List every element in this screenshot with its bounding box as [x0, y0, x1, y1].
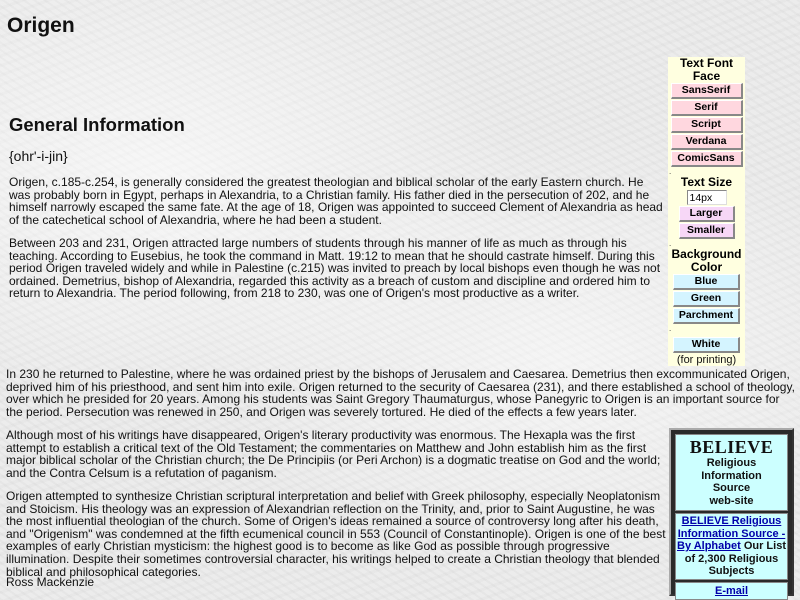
- font-verdana-button[interactable]: Verdana: [671, 134, 743, 150]
- font-face-heading: Text Font Face: [679, 56, 734, 83]
- bg-blue-button[interactable]: Blue: [673, 274, 740, 290]
- font-script-button[interactable]: Script: [671, 117, 743, 133]
- section-title: General Information: [9, 114, 185, 135]
- separator-dot: .: [669, 324, 672, 333]
- author-name: Ross Mackenzie: [6, 575, 95, 589]
- background-color-heading: [668, 248, 745, 274]
- believe-alphabet-link[interactable]: BELIEVE Religious Information Source - By Alphabet: [677, 515, 786, 552]
- article-paragraph: Between 203 and 231, Origen attracted large numbers of students through his manner of life as much as through his teaching. According to Eusebius, he took the command in Matt. 19:12 to mean that he should castrate himself. During this period Origen traveled widely and while in Palestine (c.215) was invited to preach by local bishops even though he was not ordained. Demetrius, bishop of Alexandria, regarded this activity as a breach of custom and discipline and ordered him to return to Alexandria. The period following, from 218 to 230, was one of Origen's most productive as a writer.: [9, 236, 661, 301]
- text-smaller-button[interactable]: Smaller: [679, 223, 735, 239]
- article-paragraph: Origen attempted to synthesize Christian scriptural interpretation and belief with Greek philosophy, especially Neoplatonism and Stoicism. His theology was an expression of Alexandrian reflection on the Trinity, and, prior to Saint Augustine, he was the most influential theologian of the church. Some of Origen's ideas remained a source of controversy long after his death, and "Origenism" was condemned at the fifth ecumenical council in 553 (Council of Constantinople). Origen is one of the best examples of early Christian mysticism: the highest good is to become as like God as possible through progressive illumination. Despite their sometimes controversial character, his writings helped to create a Christian theology that blended biblical and philosophical categories.: [6, 489, 666, 579]
- email-link[interactable]: E-mail: [714, 584, 748, 597]
- text-larger-button[interactable]: Larger: [679, 206, 735, 222]
- separator-dot: .: [669, 167, 672, 176]
- font-serif-button[interactable]: Serif: [671, 100, 743, 116]
- font-comicsans-button[interactable]: ComicSans: [671, 151, 743, 167]
- bg-white-button[interactable]: White: [673, 337, 740, 353]
- display-controls-panel: [668, 57, 745, 366]
- believe-header-cell: [675, 434, 788, 511]
- article-paragraph: Origen, c.185-c.254, is generally considered the greatest theologian and biblical scholar of the early Eastern church. He was probably born in Egypt, perhaps in Alexandria, to a Christian family. His father died in the persecution of 202, and he himself narrowly escaped the same fate. At the age of 18, Origen was appointed to succeed Clement of Alexandria as head of the catechetical school of Alexandria, where he had been a student.: [9, 175, 663, 227]
- pronunciation: {ohr'-i-jin}: [9, 148, 68, 164]
- believe-site-box: [669, 428, 794, 596]
- believe-subtitle-line: Information: [701, 469, 762, 482]
- believe-subtitle-line: Source: [712, 482, 751, 494]
- background-heading-line1: Background: [671, 247, 742, 261]
- believe-alphabet-cell: [675, 513, 788, 580]
- text-size-input[interactable]: [687, 190, 727, 205]
- bg-green-button[interactable]: Green: [673, 291, 740, 307]
- believe-list-description: Our List of 2,300 Religious Subjects: [684, 540, 786, 577]
- article-paragraph: Although most of his writings have disappeared, Origen's literary productivity was enormous. The Hexapla was the first attempt to establish a critical text of the Old Testament; the commentaries on Matthew and John establish him as the first major biblical scholar of the Christian church; the De Principiis (or Peri Archon) is a dogmatic treatise on God and the world; and the Contra Celsum is a refutation of paganism.: [6, 428, 661, 480]
- background-heading-line2: Color: [690, 260, 723, 274]
- believe-title: BELIEVE: [689, 437, 774, 457]
- believe-email-cell: [675, 582, 788, 600]
- believe-subtitle-line: Religious: [706, 457, 757, 469]
- text-size-heading: Text Size: [680, 175, 733, 189]
- font-sansserif-button[interactable]: SansSerif: [671, 83, 743, 99]
- bg-parchment-button[interactable]: Parchment: [673, 308, 740, 324]
- page-title: Origen: [7, 14, 75, 37]
- separator-dot: .: [669, 239, 672, 248]
- for-printing-note: (for printing): [676, 354, 737, 366]
- believe-subtitle-line: web-site: [709, 494, 754, 507]
- article-paragraph: In 230 he returned to Palestine, where he was ordained priest by the bishops of Jerusalem and Caesarea. Demetrius then excommunicated Origen, deprived him of his priesthood, and sent him into exile. Origen returned to the security of Caesarea (231), and there established a school of theology, over which he presided for 20 years. Among his students was Saint Gregory Thaumaturgus, whose Panegyric to Origen is an important source for the period. Persecution was renewed in 250, and Origen was severely tortured. He died of the effects a few years later.: [6, 367, 795, 419]
